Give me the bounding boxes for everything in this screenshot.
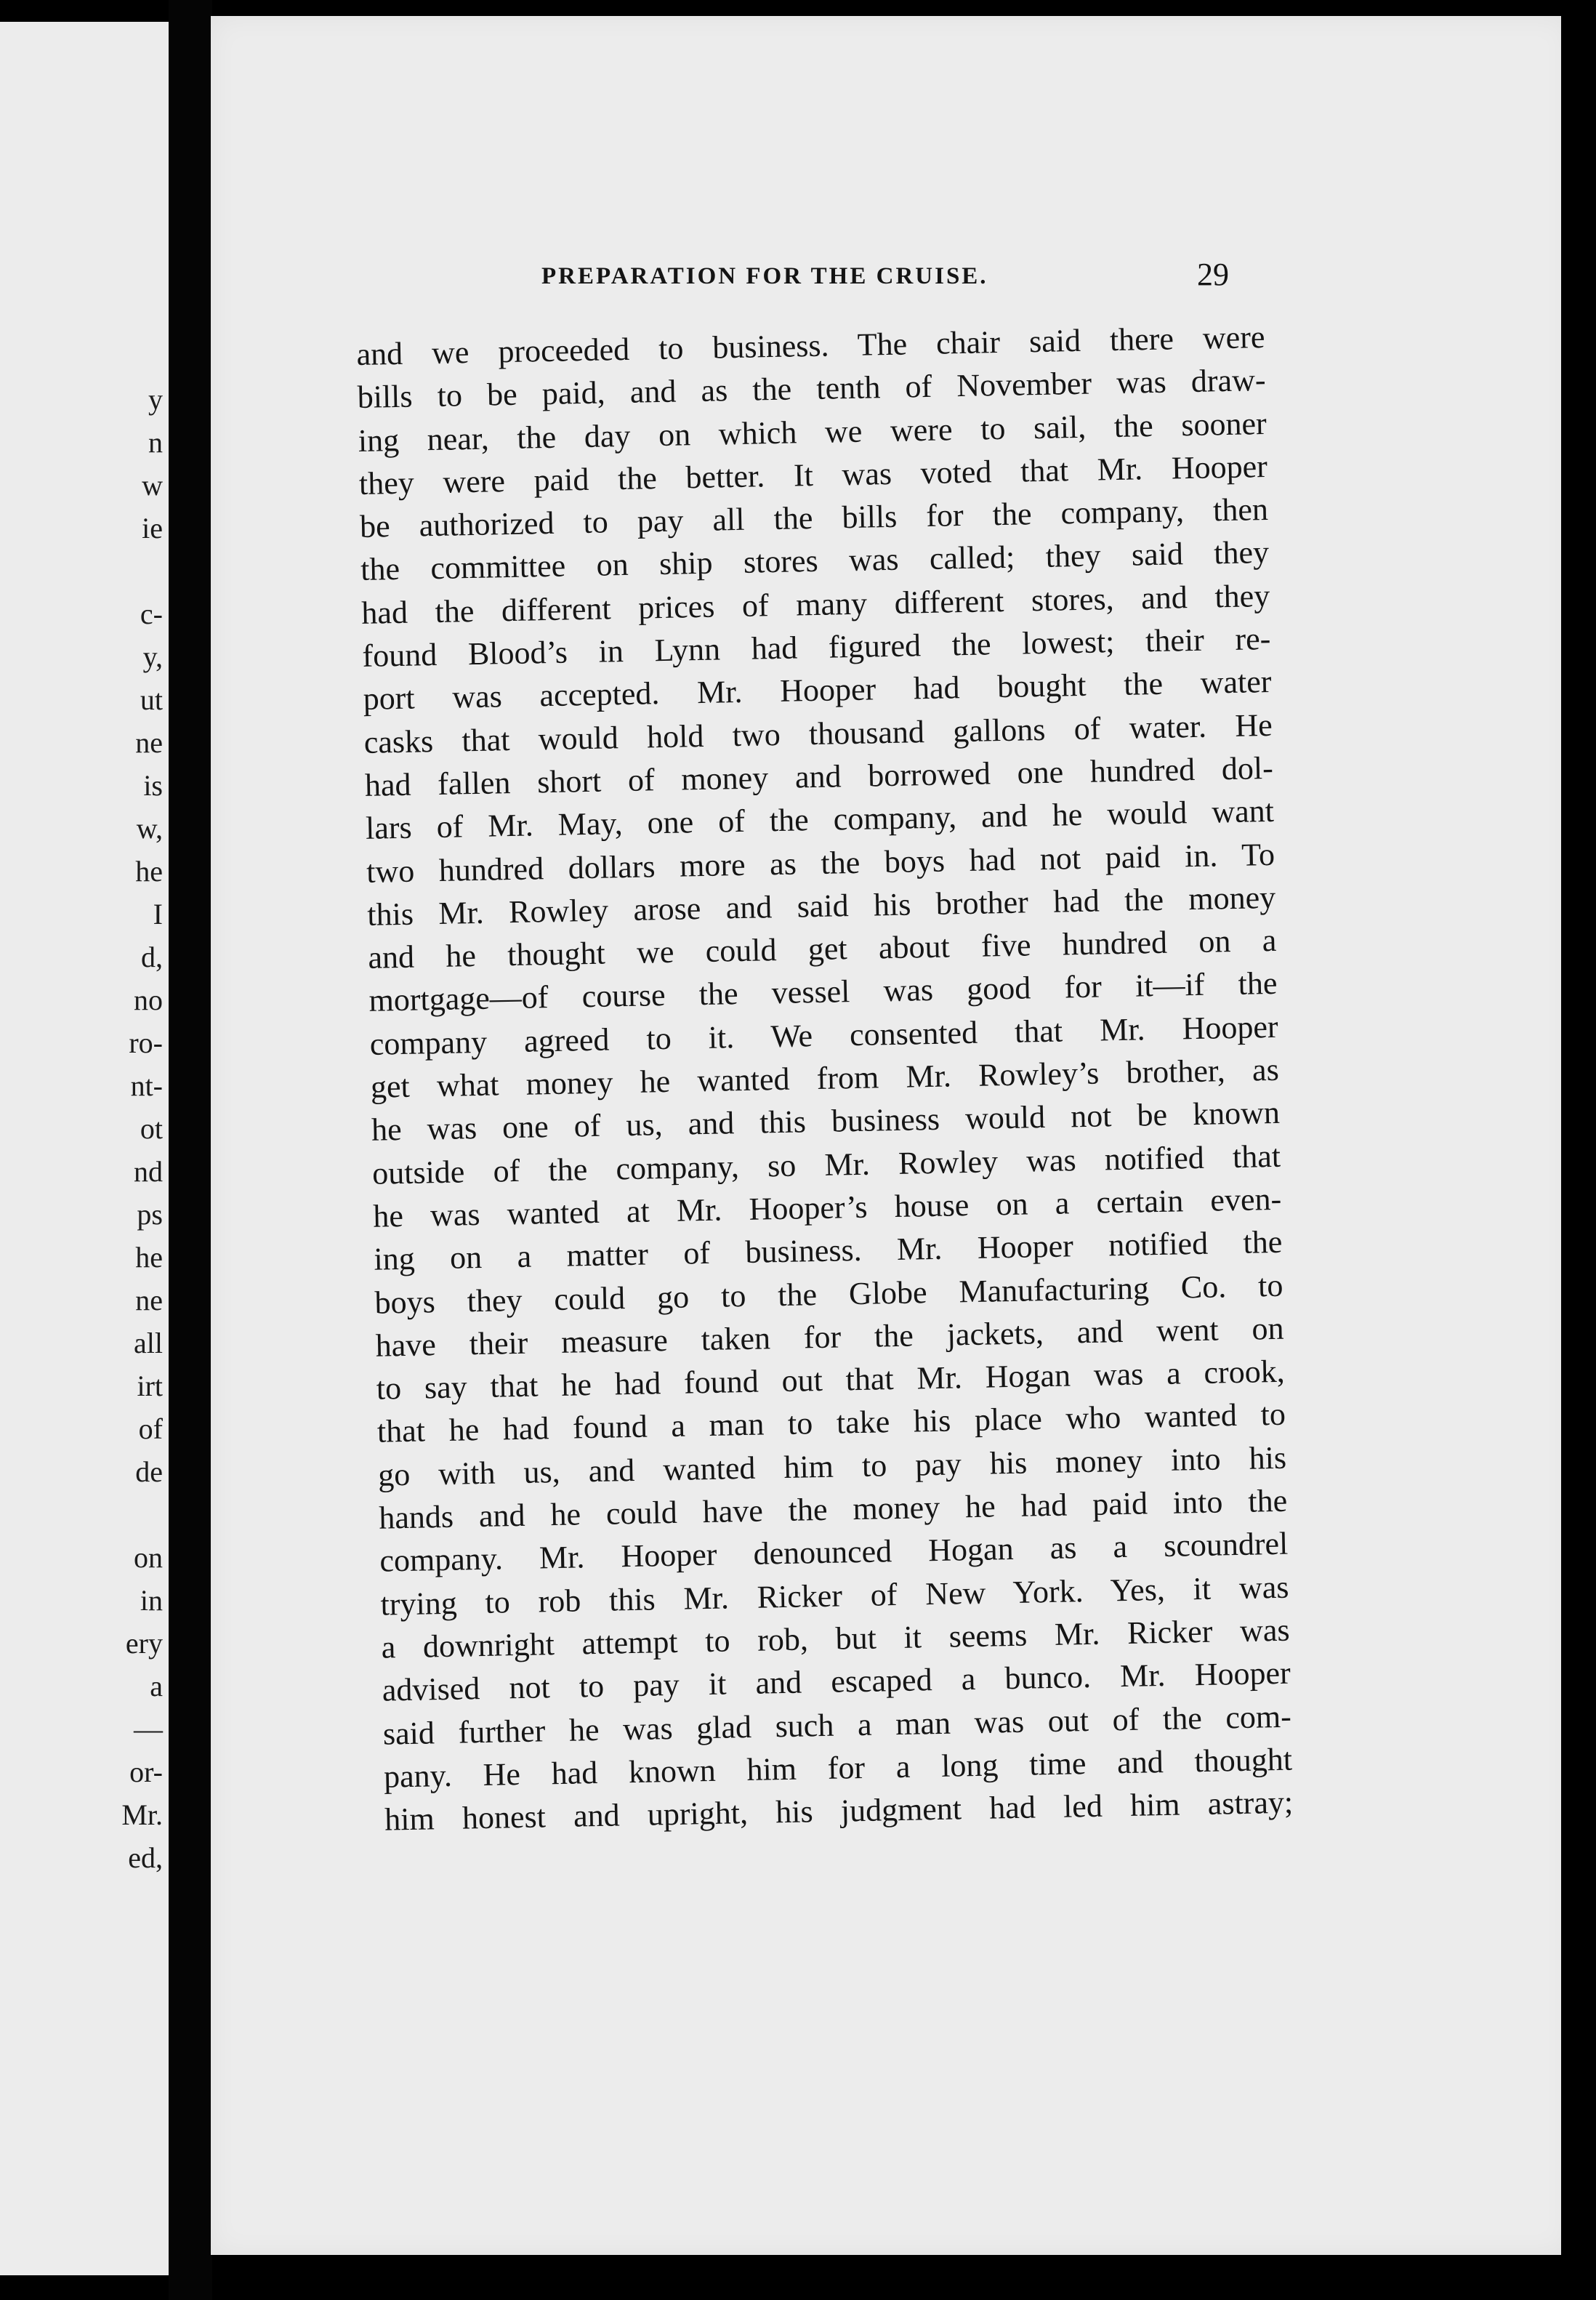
text-line: trying to rob this Mr. Ricker of New York. Yes, it was [380, 1569, 1289, 1623]
text-line: advised not to pay it and escaped a bunco. Mr. Hooper [382, 1654, 1291, 1708]
facing-page-line: ie [142, 512, 163, 544]
facing-page-line: of [138, 1412, 163, 1445]
text-line: this Mr. Rowley arose and said his brother had the money [366, 879, 1276, 933]
running-head [541, 256, 1229, 299]
facing-page-line: w, [136, 812, 163, 845]
body-text [356, 315, 1294, 1841]
facing-page-line: de [135, 1455, 163, 1488]
text-line: company. Mr. Hooper denounced Hogan as a scoundrel [379, 1526, 1289, 1579]
facing-page-line: irt [137, 1370, 163, 1402]
text-line: and we proceeded to business. The chair said there were [356, 319, 1265, 372]
facing-page-line: y, [142, 640, 163, 673]
facing-page-line: ps [137, 1198, 163, 1231]
text-line: and he thought we could get about five hundred on a [368, 922, 1277, 976]
facing-page-line: ot [140, 1112, 163, 1145]
facing-page-line: ne [135, 726, 163, 759]
text-line: the committee on ship stores was called; they said they [360, 534, 1270, 588]
text-line: go with us, and wanted him to pay his money into his [377, 1439, 1287, 1493]
text-line: get what money he wanted from Mr. Rowley’s brother, as [370, 1051, 1280, 1105]
text-line: hands and he could have the money he had paid into the [378, 1482, 1288, 1536]
text-line: found Blood’s in Lynn had figured the lowest; their re- [362, 621, 1271, 674]
facing-page-line: y [148, 383, 163, 416]
text-line: him honest and upright, his judgment had led him astray; [384, 1784, 1294, 1838]
facing-page-text [3, 378, 163, 1879]
facing-page-line: in [140, 1584, 163, 1617]
facing-page-line: I [153, 898, 163, 930]
text-line: casks that would hold two thousand gallons of water. He [363, 707, 1273, 760]
text-line: he was one of us, and this business would not be known [371, 1095, 1281, 1149]
text-line: that he had found a man to take his place who wanted to [376, 1396, 1286, 1450]
facing-page-line: ut [140, 683, 163, 716]
facing-page-line: no [134, 984, 163, 1016]
facing-page-line: or- [129, 1756, 163, 1788]
text-line: pany. He had known him for a long time and thought [383, 1741, 1293, 1795]
facing-page-line: d, [141, 941, 163, 973]
text-line: mortgage—of course the vessel was good for it—if the [368, 965, 1278, 1019]
text-line: had the different prices of many different stores, and they [360, 577, 1270, 631]
facing-page-line: ne [135, 1284, 163, 1316]
page-number: 29 [1197, 257, 1229, 292]
book-gutter [169, 0, 212, 2300]
facing-page-line: nd [134, 1155, 163, 1188]
facing-page-line: w [142, 469, 163, 502]
facing-page-line [3, 550, 163, 592]
text-line: a downright attempt to rob, but it seems Mr. Ricker was [381, 1612, 1290, 1665]
text-line: lars of Mr. May, one of the company, and he would want [365, 793, 1275, 847]
text-line: have their measure taken for the jackets, and went on [375, 1310, 1284, 1364]
facing-page-line: ro- [129, 1026, 163, 1059]
text-line: be authorized to pay all the bills for the company, then [359, 491, 1269, 545]
text-line: bills to be paid, and as the tenth of November was draw- [357, 362, 1266, 416]
text-line: said further he was glad such a man was out of the com- [382, 1698, 1292, 1752]
text-line: two hundred dollars more as the boys had not paid in. To [366, 836, 1275, 890]
chapter-title: PREPARATION FOR THE CRUISE. [541, 263, 988, 289]
text-line: company agreed to it. We consented that Mr. Hooper [369, 1008, 1279, 1062]
facing-page-line [3, 1493, 163, 1536]
facing-page-line: Mr. [121, 1798, 163, 1831]
text-line: to say that he had found out that Mr. Hogan was a crook, [376, 1353, 1286, 1407]
facing-page-line: all [134, 1327, 163, 1359]
facing-page-line: a [150, 1670, 163, 1702]
facing-page-line: is [143, 769, 163, 802]
text-line: had fallen short of money and borrowed one hundred dol- [364, 749, 1274, 803]
facing-page-line: n [148, 426, 163, 459]
facing-page-line: c- [140, 598, 163, 630]
text-line: ing near, the day on which we were to sail, the sooner [358, 405, 1267, 459]
facing-page-line: on [134, 1541, 163, 1574]
facing-page-line: he [135, 1241, 163, 1274]
facing-page-line: — [134, 1713, 163, 1745]
facing-page-line: nt- [130, 1069, 163, 1102]
text-line: boys they could go to the Globe Manufacturing Co. to [374, 1267, 1283, 1321]
text-line: outside of the company, so Mr. Rowley was notified that [371, 1138, 1281, 1191]
text-line: they were paid the better. It was voted that Mr. Hooper [358, 448, 1268, 502]
text-line: ing on a matter of business. Mr. Hooper notified the [374, 1224, 1283, 1277]
text-line: port was accepted. Mr. Hooper had bought the water [363, 664, 1272, 717]
facing-page-line: he [135, 855, 163, 888]
facing-page-line: ed, [128, 1841, 163, 1874]
facing-page-line: ery [125, 1627, 163, 1660]
text-line: he was wanted at Mr. Hooper’s house on a certain even- [372, 1181, 1282, 1234]
page-edge [1561, 0, 1570, 2300]
facing-page [0, 22, 169, 2275]
